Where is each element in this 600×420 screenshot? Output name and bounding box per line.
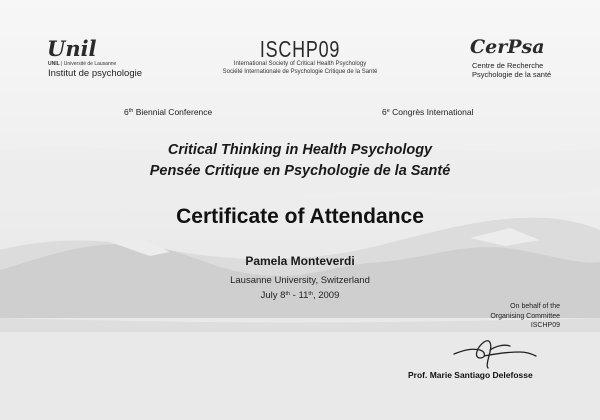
ischp-name-fr: Société Internationale de Psychologie Critique de la Santé [222,69,378,75]
conference-title-fr: Pensée Critique en Psychologie de la Santé [149,163,451,179]
conference-en-text: Biennial Conference [135,107,213,117]
behalf-line-3: ISCHP09 [530,322,560,329]
conference-fr [382,107,473,117]
conference-title-en: Critical Thinking in Health Psychology [167,142,433,158]
dates-suffix: , 2009 [312,290,340,301]
unil-university-line: UNIL | Université de Lausanne [48,61,117,67]
unil-institute: Institut de psychologie [48,68,143,79]
ischp-name-en: International Society of Critical Health Psychology [233,61,367,67]
unil-short: UNIL [48,61,60,67]
cerpsa-logo-mark: CerPsa [470,36,545,58]
dates-start-sup: th [285,291,291,297]
handwritten-signature [450,328,540,370]
dates-separator: - 11 [290,290,309,301]
conference-fr-ordinal: 6 [382,107,387,117]
unil-full: Université de Lausanne [63,61,117,67]
dates-prefix: July 8 [260,290,286,301]
conference-fr-sup: e [386,108,390,114]
signer-name: Prof. Marie Santiago Delefosse [408,370,533,380]
conference-en [124,107,212,117]
behalf-line-2: Organising Committee [490,312,560,320]
certificate-heading: Certificate of Attendance [176,205,424,228]
cerpsa-line-2: Psychologie de la santé [472,70,552,79]
attendee-name: Pamela Monteverdi [245,254,355,268]
dates-end-sup: th [308,291,313,297]
ischp-logo-mark: ISCHP09 [259,36,341,62]
conference-fr-text: Congrès International [392,107,474,117]
conference-en-ordinal: 6 [124,107,129,117]
conference-en-sup: th [128,108,134,114]
event-dates [0,290,600,301]
unil-logo-mark: Unil [47,36,97,61]
behalf-line-1: On behalf of the [510,303,560,310]
event-location: Lausanne University, Switzerland [230,275,370,286]
behalf-text [440,302,560,331]
cerpsa-line-1: Centre de Recherche [472,61,544,70]
